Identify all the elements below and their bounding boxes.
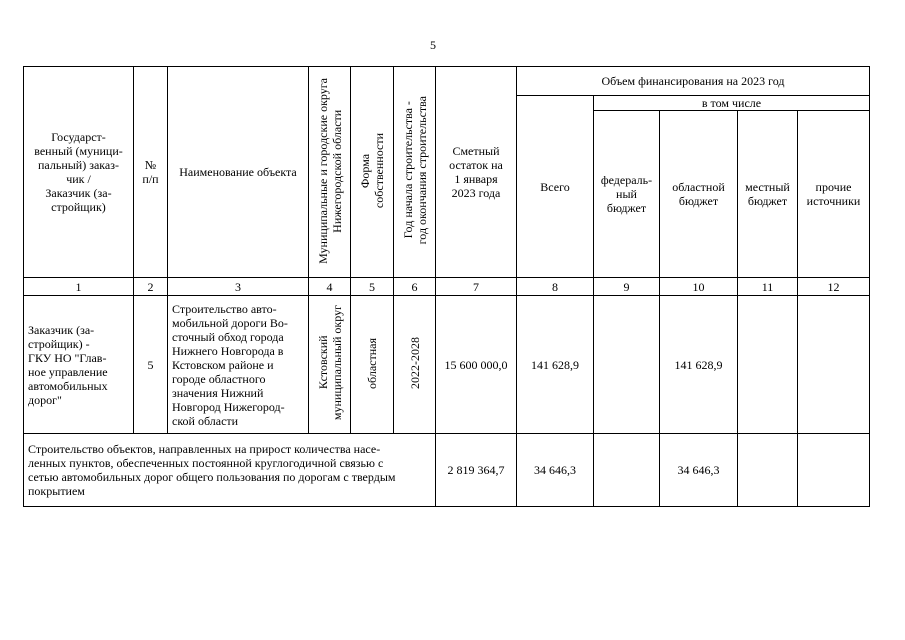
row-balance: 15 600 000,0	[436, 296, 517, 434]
row-object-name: Строительство авто- мобильной дороги Во- сточный обход города Нижнего Новгорода в Кстовском районе и городе областного значения Нижний Новгород Нижегород- ской области	[168, 296, 309, 434]
summary-regional: 34 646,3	[660, 434, 738, 507]
row-total: 141 628,9	[517, 296, 594, 434]
row-local	[738, 296, 798, 434]
summary-federal	[594, 434, 660, 507]
header-regional: областной бюджет	[660, 111, 738, 278]
column-number-row	[24, 278, 870, 296]
header-customer: Государст- венный (муници- пальный) заказ- чик / Заказчик (за- стройщик)	[24, 67, 134, 278]
header-number: № п/п	[134, 67, 168, 278]
column-number: 3	[168, 278, 309, 296]
header-row-1	[24, 67, 870, 96]
header-district: Муниципальные и городские округа Нижегородской области	[315, 77, 344, 264]
summary-other	[798, 434, 870, 507]
column-number: 6	[394, 278, 436, 296]
column-number: 4	[309, 278, 351, 296]
header-funding-title: Объем финансирования на 2023 год	[517, 67, 870, 96]
row-regional: 141 628,9	[660, 296, 738, 434]
column-number: 2	[134, 278, 168, 296]
row-years: 2022-2028	[407, 337, 422, 389]
header-total: Всего	[517, 96, 594, 278]
header-balance: Сметный остаток на 1 января 2023 года	[436, 67, 517, 278]
column-number: 7	[436, 278, 517, 296]
header-ownership-cell	[351, 67, 394, 278]
header-ownership: Форма собственности	[358, 132, 386, 209]
row-customer: Заказчик (за- стройщик) - ГКУ НО "Глав- ное управление автомобильных дорог"	[24, 296, 134, 434]
header-including: в том числе	[594, 96, 870, 111]
column-number: 1	[24, 278, 134, 296]
summary-total: 34 646,3	[517, 434, 594, 507]
summary-balance: 2 819 364,7	[436, 434, 517, 507]
table-row	[24, 296, 870, 434]
header-local: местный бюджет	[738, 111, 798, 278]
row-number: 5	[134, 296, 168, 434]
column-number: 9	[594, 278, 660, 296]
column-number: 10	[660, 278, 738, 296]
row-other	[798, 296, 870, 434]
column-number: 11	[738, 278, 798, 296]
header-years: Год начала строительства - год окончания строительства	[400, 96, 429, 245]
column-number: 12	[798, 278, 870, 296]
page-number: 5	[430, 38, 436, 52]
row-years-cell	[394, 296, 436, 434]
header-years-cell	[394, 67, 436, 278]
summary-row	[24, 434, 870, 507]
funding-table	[23, 66, 870, 507]
row-district-cell	[309, 296, 351, 434]
header-other: прочие источники	[798, 111, 870, 278]
row-district: Кстовский муниципальный округ	[315, 305, 344, 421]
header-district-cell	[309, 67, 351, 278]
column-number: 5	[351, 278, 394, 296]
row-federal	[594, 296, 660, 434]
column-number: 8	[517, 278, 594, 296]
row-ownership: областная	[365, 337, 379, 389]
header-federal: федераль- ный бюджет	[594, 111, 660, 278]
header-object-name: Наименование объекта	[168, 67, 309, 278]
row-ownership-cell	[351, 296, 394, 434]
summary-local	[738, 434, 798, 507]
summary-label: Строительство объектов, направленных на прирост количества насе- ленных пунктов, обеспеченных постоянной круглогодичной связью с сетью автомобильных дорог общего пользования по дорогам с твердым покрытием	[24, 434, 436, 507]
